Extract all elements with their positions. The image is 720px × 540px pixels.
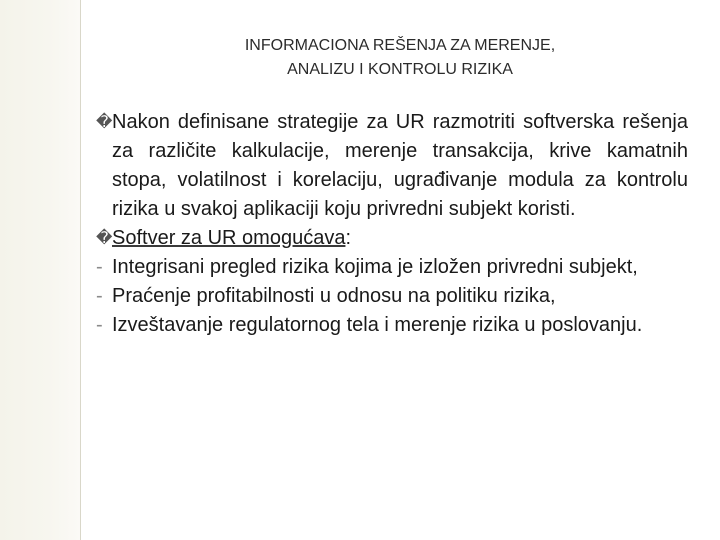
paragraph-1-text: Nakon definisane strategije za UR razmotriti softverska rešenja za različite kalkulacije, merenje transakcija, krive kamatnih stopa, volatilnost i korelaciju, ugrađivanje modula za kontrolu rizika u svakoj aplikaciji koju privredni subjekt koristi. xyxy=(112,111,688,220)
bullet-icon: � xyxy=(96,230,113,247)
decorative-divider xyxy=(80,0,81,540)
slide-body xyxy=(96,108,688,340)
bullet-paragraph-2 xyxy=(96,224,688,253)
list-item-text: Praćenje profitabilnosti u odnosu na politiku rizika, xyxy=(112,285,556,307)
list-item-text: Izveštavanje regulatornog tela i merenje rizika u poslovanju. xyxy=(112,314,643,336)
decorative-side-band xyxy=(0,0,80,540)
slide-title xyxy=(140,34,660,82)
list-item xyxy=(96,311,688,340)
dash-icon: - xyxy=(96,285,103,307)
list-item-text: Integrisani pregled rizika kojima je izložen privredni subjekt, xyxy=(112,256,638,278)
title-line-2: ANALIZU I KONTROLU RIZIKA xyxy=(287,61,513,78)
dash-icon: - xyxy=(96,256,103,278)
title-line-1: INFORMACIONA REŠENJA ZA MERENJE, xyxy=(244,37,556,54)
list-item xyxy=(96,253,688,282)
bullet-paragraph-1 xyxy=(96,108,688,224)
dash-icon: - xyxy=(96,314,103,336)
paragraph-2-underlined-text: Softver za UR omogućava xyxy=(112,227,346,249)
paragraph-2-tail: : xyxy=(345,227,351,249)
list-item xyxy=(96,282,688,311)
bullet-icon: � xyxy=(96,114,113,131)
